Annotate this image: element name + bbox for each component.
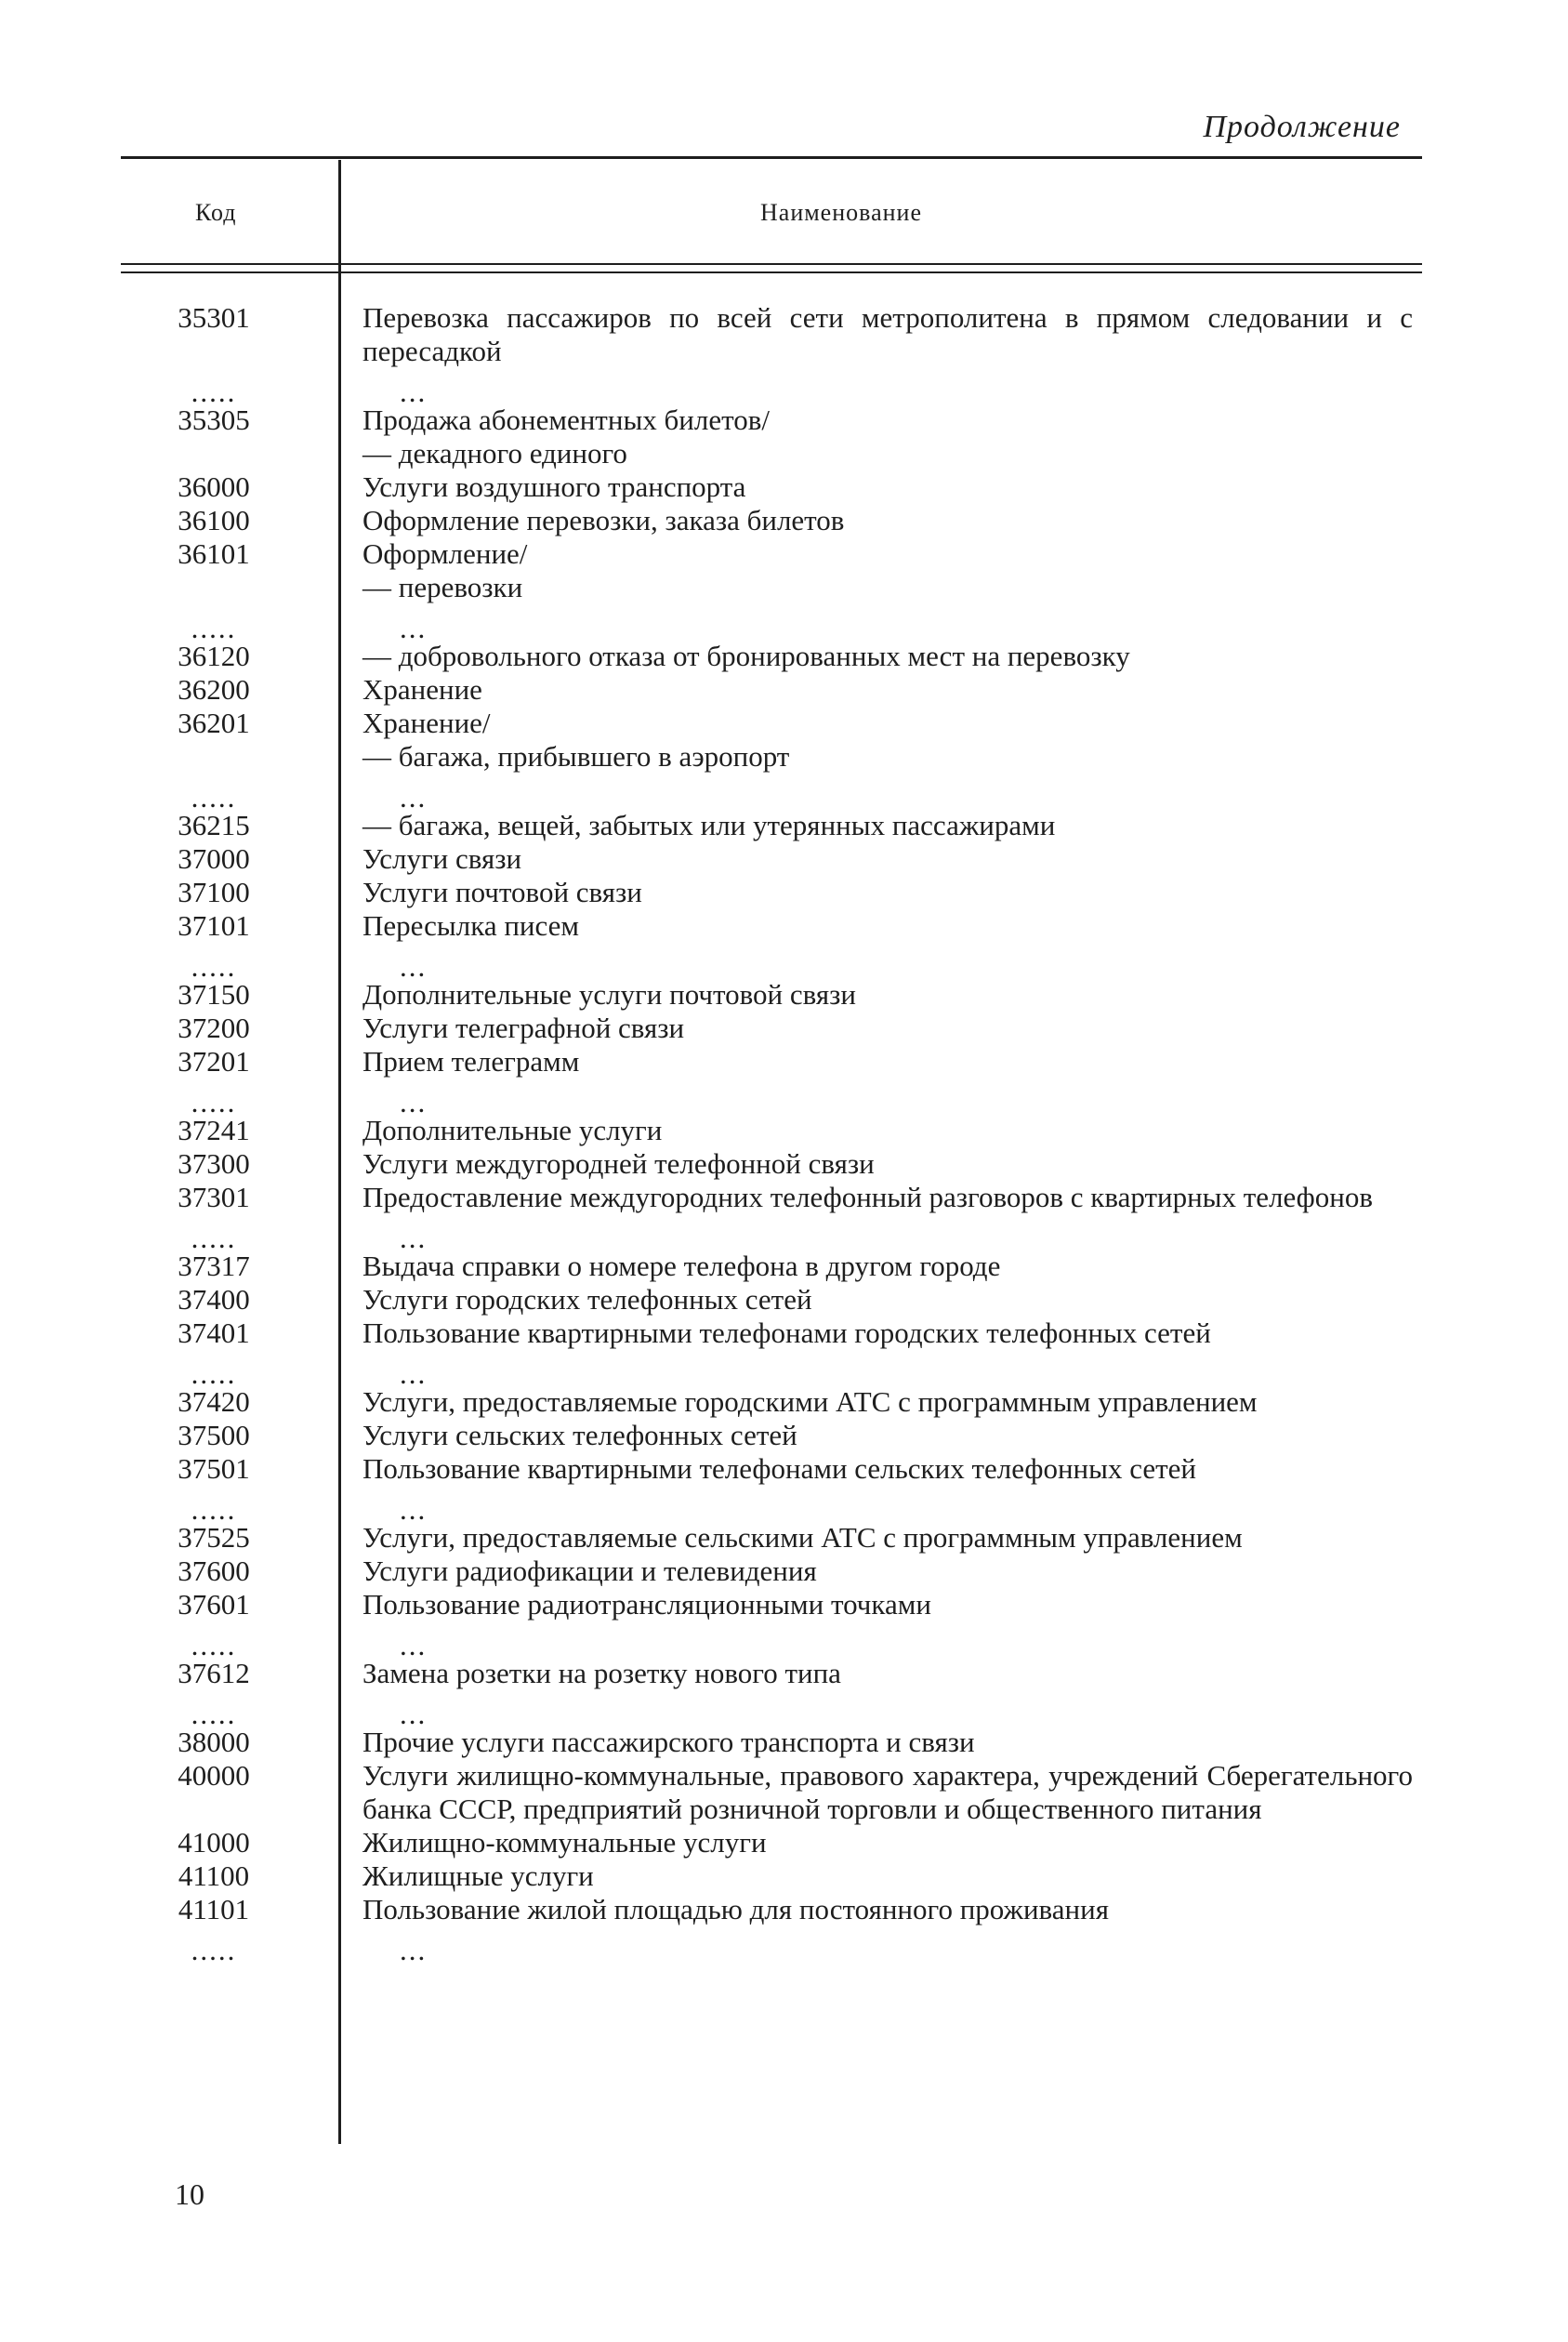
name-cell: Услуги междугородней телефонной связи	[362, 1147, 875, 1180]
table-row	[121, 1181, 1422, 1214]
table-row	[121, 437, 1422, 470]
name-cell: Услуги почтовой связи	[362, 876, 642, 908]
code-cell: .....	[191, 1934, 237, 1966]
name-cell: ...	[400, 1086, 428, 1118]
code-cell: 37317	[178, 1250, 250, 1282]
continuation-label: Продолжение	[1203, 110, 1401, 144]
name-cell: ...	[400, 950, 428, 983]
code-cell: 37101	[178, 909, 250, 942]
name-cell: Прием телеграмм	[362, 1045, 580, 1078]
table-row	[121, 1657, 1422, 1690]
code-cell: 37200	[178, 1012, 250, 1044]
code-cell: 37612	[178, 1657, 250, 1689]
code-cell: 41000	[178, 1826, 250, 1859]
table-row	[121, 1452, 1422, 1486]
name-cell: ...	[400, 612, 428, 644]
name-cell: Прочие услуги пассажирского транспорта и связи	[362, 1726, 975, 1758]
name-cell: Услуги, предоставляемые сельскими АТС с программным управлением	[362, 1521, 1243, 1554]
name-cell: Жилищно-коммунальные услуги	[362, 1826, 767, 1859]
table-row	[121, 842, 1422, 876]
name-cell: Оформление/	[362, 537, 528, 570]
code-cell: 37525	[178, 1521, 250, 1554]
ellipsis-row	[121, 1357, 1422, 1390]
name-cell: ...	[400, 1698, 428, 1730]
table-row	[121, 504, 1422, 537]
code-cell	[121, 437, 307, 470]
name-cell: Перевозка пассажиров по всей сети метрополитена в прямом следовании и с пересадкой	[362, 301, 1413, 367]
name-cell: Дополнительные услуги	[362, 1114, 663, 1146]
name-cell: Дополнительные услуги почтовой связи	[362, 978, 856, 1011]
name-cell: Услуги воздушного транспорта	[362, 470, 746, 503]
name-cell: Хранение	[362, 673, 482, 706]
code-cell: 37420	[178, 1385, 250, 1418]
code-cell: 37100	[178, 876, 250, 908]
table-row	[121, 809, 1422, 842]
code-cell: 37401	[178, 1317, 250, 1349]
code-cell: 36200	[178, 673, 250, 706]
table-row	[121, 1250, 1422, 1283]
code-cell: 36215	[178, 809, 250, 841]
ellipsis-row	[121, 1493, 1422, 1526]
name-cell: Жилищные услуги	[362, 1859, 594, 1892]
table-row	[121, 1759, 1422, 1826]
name-cell: Пользование квартирными телефонами сельских телефонных сетей	[362, 1452, 1197, 1485]
name-cell: ...	[400, 1629, 428, 1661]
ellipsis-row	[121, 612, 1422, 644]
code-cell: .....	[191, 1086, 237, 1118]
code-cell: 36201	[178, 707, 250, 739]
table-row	[121, 1588, 1422, 1621]
table-row	[121, 1555, 1422, 1588]
name-cell: ...	[400, 1222, 428, 1254]
code-cell: 41100	[178, 1859, 250, 1892]
name-cell: — добровольного отказа от бронированных мест на перевозку	[362, 640, 1130, 672]
ellipsis-row	[121, 1222, 1422, 1254]
name-cell: Пересылка писем	[362, 909, 580, 942]
name-cell: Хранение/	[362, 707, 491, 739]
code-cell: 37500	[178, 1419, 250, 1451]
name-cell: Пользование квартирными телефонами городских телефонных сетей	[362, 1317, 1211, 1349]
ellipsis-row	[121, 1698, 1422, 1730]
code-cell: 41101	[178, 1893, 250, 1925]
code-cell: 38000	[178, 1726, 250, 1758]
table-row	[121, 876, 1422, 909]
table-row	[121, 640, 1422, 673]
code-cell: 36120	[178, 640, 250, 672]
code-cell: 37150	[178, 978, 250, 1011]
code-cell: 40000	[178, 1759, 250, 1792]
top-rule	[121, 156, 1422, 159]
classifier-table	[121, 301, 1422, 1966]
name-cell: — багажа, прибывшего в аэропорт	[362, 740, 790, 773]
table-row	[121, 673, 1422, 707]
name-cell: — багажа, вещей, забытых или утерянных пассажирами	[362, 809, 1056, 841]
table-row	[121, 978, 1422, 1012]
ellipsis-row	[121, 1086, 1422, 1118]
table-row	[121, 571, 1422, 604]
table-row	[121, 1521, 1422, 1555]
name-cell: Предоставление междугородних телефонный разговоров с квартирных телефонов	[362, 1181, 1373, 1213]
name-cell: Услуги сельских телефонных сетей	[362, 1419, 797, 1451]
code-cell: 37501	[178, 1452, 250, 1485]
table-row	[121, 1012, 1422, 1045]
ellipsis-row	[121, 376, 1422, 408]
code-cell: 37201	[178, 1045, 250, 1078]
name-cell: Услуги связи	[362, 842, 522, 875]
code-cell: 36100	[178, 504, 250, 536]
ellipsis-row	[121, 1934, 1422, 1966]
code-cell: .....	[191, 1493, 237, 1526]
table-row	[121, 537, 1422, 571]
code-cell: 37241	[178, 1114, 250, 1146]
ellipsis-row	[121, 1629, 1422, 1661]
header-rule	[121, 263, 1422, 265]
code-cell: 37400	[178, 1283, 250, 1316]
table-row	[121, 301, 1422, 368]
code-cell: .....	[191, 376, 237, 408]
table-row	[121, 1147, 1422, 1181]
code-cell: .....	[191, 612, 237, 644]
name-cell: Пользование жилой площадью для постоянного проживания	[362, 1893, 1109, 1925]
table-row	[121, 1826, 1422, 1859]
code-cell: 37300	[178, 1147, 250, 1180]
table-row	[121, 470, 1422, 504]
name-cell: Замена розетки на розетку нового типа	[362, 1657, 841, 1689]
name-cell: ...	[400, 1357, 428, 1390]
table-row	[121, 404, 1422, 437]
table-row	[121, 1283, 1422, 1317]
name-cell: Оформление перевозки, заказа билетов	[362, 504, 845, 536]
table-row	[121, 1859, 1422, 1893]
name-cell: — перевозки	[362, 571, 523, 603]
name-cell: Услуги, предоставляемые городскими АТС с программным управлением	[362, 1385, 1258, 1418]
name-cell: ...	[400, 1934, 428, 1966]
column-header-name: Наименование	[760, 199, 922, 226]
table-row	[121, 1317, 1422, 1350]
name-cell: ...	[400, 781, 428, 814]
name-cell: ...	[400, 376, 428, 408]
code-cell: .....	[191, 781, 237, 814]
code-cell: .....	[191, 950, 237, 983]
name-cell: Услуги жилищно-коммунальные, правового характера, учреждений Сберегательного банка СССР, предприятий розничной торговли и общественного питания	[362, 1759, 1413, 1825]
header-rule-double	[121, 271, 1422, 273]
code-cell: 36000	[178, 470, 250, 503]
ellipsis-row	[121, 950, 1422, 983]
table-row	[121, 1385, 1422, 1419]
code-cell: 37000	[178, 842, 250, 875]
code-cell: 35305	[178, 404, 250, 436]
table-row	[121, 909, 1422, 943]
code-cell: .....	[191, 1698, 237, 1730]
name-cell: ...	[400, 1493, 428, 1526]
page-number: 10	[175, 2177, 204, 2211]
name-cell: Продажа абонементных билетов/	[362, 404, 770, 436]
table-row	[121, 740, 1422, 774]
name-cell: — декадного единого	[362, 437, 627, 470]
code-cell	[121, 740, 307, 774]
table-row	[121, 1114, 1422, 1147]
name-cell: Услуги телеграфной связи	[362, 1012, 685, 1044]
code-cell	[121, 571, 307, 604]
table-row	[121, 1893, 1422, 1926]
code-cell: 37601	[178, 1588, 250, 1621]
code-cell: .....	[191, 1357, 237, 1390]
name-cell: Услуги радиофикации и телевидения	[362, 1555, 817, 1587]
table-row	[121, 707, 1422, 740]
code-cell: 37600	[178, 1555, 250, 1587]
table-row	[121, 1045, 1422, 1078]
ellipsis-row	[121, 781, 1422, 814]
name-cell: Услуги городских телефонных сетей	[362, 1283, 812, 1316]
table-row	[121, 1419, 1422, 1452]
code-cell: 35301	[178, 301, 250, 334]
name-cell: Пользование радиотрансляционными точками	[362, 1588, 931, 1621]
table-row	[121, 1726, 1422, 1759]
code-cell: 36101	[178, 537, 250, 570]
code-cell: .....	[191, 1629, 237, 1661]
code-cell: 37301	[178, 1181, 250, 1213]
name-cell: Выдача справки о номере телефона в другом городе	[362, 1250, 1001, 1282]
code-cell: .....	[191, 1222, 237, 1254]
column-header-code: Код	[195, 199, 237, 226]
